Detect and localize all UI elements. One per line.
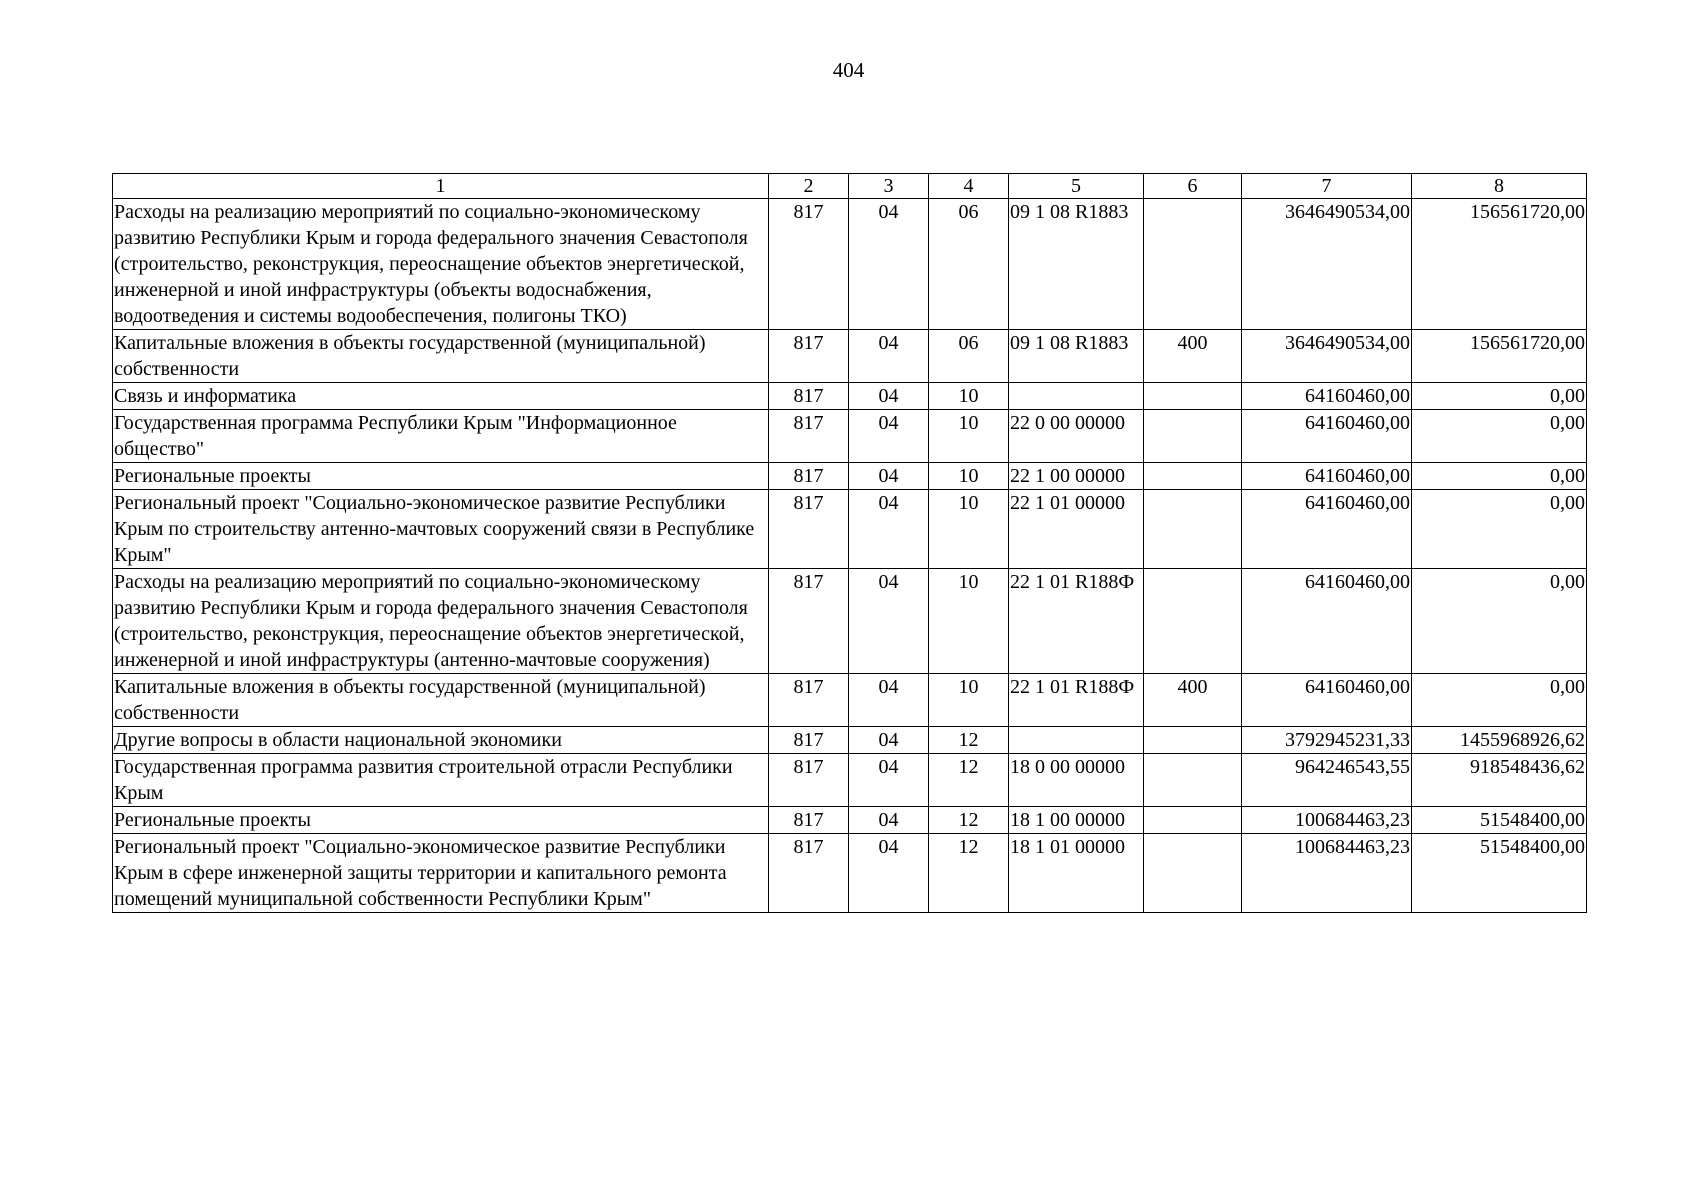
subsection-code-cell: 10 — [929, 569, 1009, 674]
table-row — [113, 330, 1587, 383]
amount-col8-cell: 918548436,62 — [1412, 754, 1587, 807]
target-article-cell: 22 1 01 00000 — [1009, 490, 1144, 569]
expense-type-cell — [1144, 754, 1242, 807]
target-article-cell: 22 1 01 R188Ф — [1009, 569, 1144, 674]
column-header: 7 — [1242, 174, 1412, 199]
column-header: 8 — [1412, 174, 1587, 199]
amount-col7-cell: 100684463,23 — [1242, 807, 1412, 834]
row-name-cell: Расходы на реализацию мероприятий по социально-экономическому развитию Республики Крым и города федерального значения Севастополя (строительство, реконструкция, переоснащение объектов энергетической, инженерной и иной инфраструктуры (антенно-мачтовые сооружения) — [113, 569, 769, 674]
table-row — [113, 727, 1587, 754]
target-article-cell — [1009, 383, 1144, 410]
glava-code-cell: 817 — [769, 834, 849, 913]
target-article-cell: 22 1 00 00000 — [1009, 463, 1144, 490]
row-name-cell: Капитальные вложения в объекты государственной (муниципальной) собственности — [113, 674, 769, 727]
column-header: 2 — [769, 174, 849, 199]
column-header: 5 — [1009, 174, 1144, 199]
target-article-cell: 18 1 01 00000 — [1009, 834, 1144, 913]
expense-type-cell: 400 — [1144, 674, 1242, 727]
amount-col7-cell: 3792945231,33 — [1242, 727, 1412, 754]
table-row — [113, 490, 1587, 569]
row-name-cell: Региональный проект "Социально-экономическое развитие Республики Крым по строительству антенно-мачтовых сооружений связи в Республике Крым" — [113, 490, 769, 569]
amount-col8-cell: 0,00 — [1412, 463, 1587, 490]
section-code-cell: 04 — [849, 410, 929, 463]
section-code-cell: 04 — [849, 490, 929, 569]
column-header: 1 — [113, 174, 769, 199]
amount-col8-cell: 0,00 — [1412, 569, 1587, 674]
subsection-code-cell: 10 — [929, 674, 1009, 727]
page-number: 404 — [832, 58, 865, 82]
glava-code-cell: 817 — [769, 330, 849, 383]
table-row — [113, 807, 1587, 834]
expense-type-cell: 400 — [1144, 330, 1242, 383]
amount-col8-cell: 0,00 — [1412, 383, 1587, 410]
subsection-code-cell: 10 — [929, 490, 1009, 569]
subsection-code-cell: 10 — [929, 410, 1009, 463]
glava-code-cell: 817 — [769, 569, 849, 674]
expense-type-cell — [1144, 569, 1242, 674]
budget-table — [112, 173, 1587, 913]
table-row — [113, 569, 1587, 674]
subsection-code-cell: 12 — [929, 727, 1009, 754]
row-name-cell: Другие вопросы в области национальной экономики — [113, 727, 769, 754]
amount-col7-cell: 64160460,00 — [1242, 463, 1412, 490]
section-code-cell: 04 — [849, 727, 929, 754]
target-article-cell: 09 1 08 R1883 — [1009, 330, 1144, 383]
expense-type-cell — [1144, 834, 1242, 913]
subsection-code-cell: 06 — [929, 330, 1009, 383]
amount-col8-cell: 156561720,00 — [1412, 199, 1587, 330]
section-code-cell: 04 — [849, 199, 929, 330]
target-article-cell: 22 1 01 R188Ф — [1009, 674, 1144, 727]
expense-type-cell — [1144, 410, 1242, 463]
glava-code-cell: 817 — [769, 754, 849, 807]
target-article-cell: 18 1 00 00000 — [1009, 807, 1144, 834]
expense-type-cell — [1144, 463, 1242, 490]
expense-type-cell — [1144, 383, 1242, 410]
amount-col7-cell: 3646490534,00 — [1242, 330, 1412, 383]
table-row — [113, 463, 1587, 490]
target-article-cell — [1009, 727, 1144, 754]
row-name-cell: Капитальные вложения в объекты государственной (муниципальной) собственности — [113, 330, 769, 383]
target-article-cell: 09 1 08 R1883 — [1009, 199, 1144, 330]
glava-code-cell: 817 — [769, 727, 849, 754]
table-row — [113, 199, 1587, 330]
row-name-cell: Государственная программа Республики Крым "Информационное общество" — [113, 410, 769, 463]
row-name-cell: Региональный проект "Социально-экономическое развитие Республики Крым в сфере инженерной защиты территории и капитального ремонта помещений муниципальной собственности Республики Крым" — [113, 834, 769, 913]
table-row — [113, 834, 1587, 913]
glava-code-cell: 817 — [769, 410, 849, 463]
glava-code-cell: 817 — [769, 463, 849, 490]
table-row — [113, 383, 1587, 410]
amount-col8-cell: 156561720,00 — [1412, 330, 1587, 383]
amount-col8-cell: 0,00 — [1412, 490, 1587, 569]
expense-type-cell — [1144, 727, 1242, 754]
amount-col8-cell: 0,00 — [1412, 410, 1587, 463]
row-name-cell: Связь и информатика — [113, 383, 769, 410]
expense-type-cell — [1144, 807, 1242, 834]
section-code-cell: 04 — [849, 463, 929, 490]
section-code-cell: 04 — [849, 834, 929, 913]
row-name-cell: Расходы на реализацию мероприятий по социально-экономическому развитию Республики Крым и города федерального значения Севастополя (строительство, реконструкция, переоснащение объектов энергетической, инженерной и иной инфраструктуры (объекты водоснабжения, водоотведения и системы водообеспечения, полигоны ТКО) — [113, 199, 769, 330]
amount-col8-cell: 51548400,00 — [1412, 807, 1587, 834]
amount-col8-cell: 1455968926,62 — [1412, 727, 1587, 754]
column-header: 4 — [929, 174, 1009, 199]
subsection-code-cell: 06 — [929, 199, 1009, 330]
table-row — [113, 410, 1587, 463]
expense-type-cell — [1144, 199, 1242, 330]
subsection-code-cell: 12 — [929, 754, 1009, 807]
target-article-cell: 18 0 00 00000 — [1009, 754, 1144, 807]
column-header: 6 — [1144, 174, 1242, 199]
amount-col8-cell: 51548400,00 — [1412, 834, 1587, 913]
glava-code-cell: 817 — [769, 807, 849, 834]
expense-type-cell — [1144, 490, 1242, 569]
section-code-cell: 04 — [849, 569, 929, 674]
amount-col7-cell: 964246543,55 — [1242, 754, 1412, 807]
table-row — [113, 674, 1587, 727]
target-article-cell: 22 0 00 00000 — [1009, 410, 1144, 463]
subsection-code-cell: 12 — [929, 834, 1009, 913]
glava-code-cell: 817 — [769, 490, 849, 569]
column-header: 3 — [849, 174, 929, 199]
row-name-cell: Региональные проекты — [113, 807, 769, 834]
row-name-cell: Региональные проекты — [113, 463, 769, 490]
amount-col8-cell: 0,00 — [1412, 674, 1587, 727]
subsection-code-cell: 10 — [929, 383, 1009, 410]
section-code-cell: 04 — [849, 330, 929, 383]
amount-col7-cell: 64160460,00 — [1242, 383, 1412, 410]
amount-col7-cell: 64160460,00 — [1242, 410, 1412, 463]
glava-code-cell: 817 — [769, 674, 849, 727]
table-body — [113, 199, 1587, 913]
section-code-cell: 04 — [849, 674, 929, 727]
section-code-cell: 04 — [849, 754, 929, 807]
row-name-cell: Государственная программа развития строительной отрасли Республики Крым — [113, 754, 769, 807]
amount-col7-cell: 64160460,00 — [1242, 490, 1412, 569]
table-row — [113, 754, 1587, 807]
glava-code-cell: 817 — [769, 199, 849, 330]
header-row — [113, 174, 1587, 199]
amount-col7-cell: 64160460,00 — [1242, 569, 1412, 674]
section-code-cell: 04 — [849, 807, 929, 834]
subsection-code-cell: 10 — [929, 463, 1009, 490]
amount-col7-cell: 100684463,23 — [1242, 834, 1412, 913]
glava-code-cell: 817 — [769, 383, 849, 410]
section-code-cell: 04 — [849, 383, 929, 410]
subsection-code-cell: 12 — [929, 807, 1009, 834]
amount-col7-cell: 3646490534,00 — [1242, 199, 1412, 330]
amount-col7-cell: 64160460,00 — [1242, 674, 1412, 727]
